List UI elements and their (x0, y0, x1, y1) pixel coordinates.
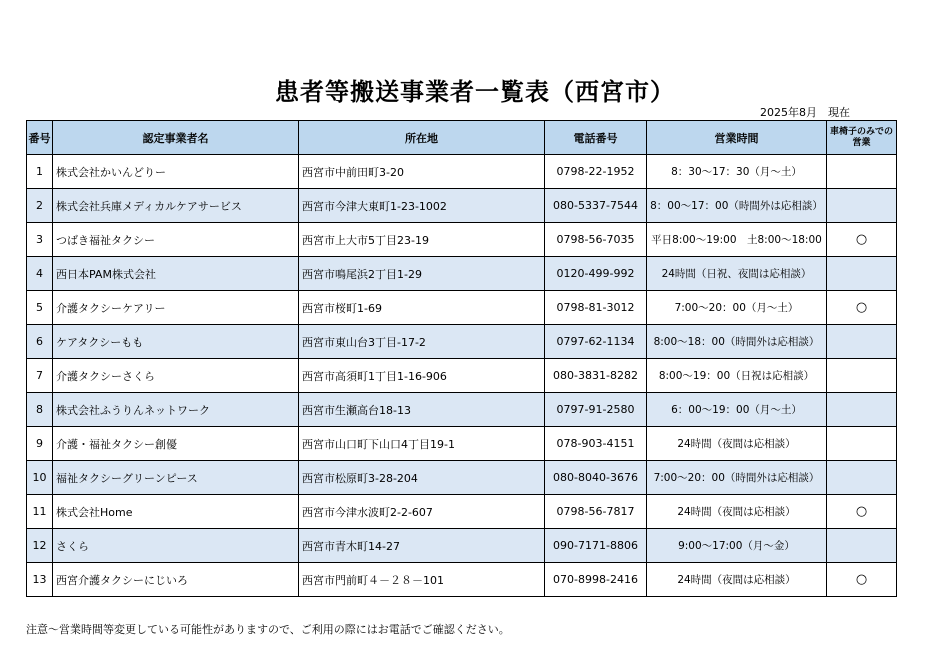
cell-no: 3 (27, 223, 53, 257)
cell-no: 6 (27, 325, 53, 359)
cell-hours: 24時間（日祝、夜間は応相談） (647, 257, 827, 291)
cell-no: 5 (27, 291, 53, 325)
as-of-date: 2025年8月 現在 (760, 106, 850, 119)
cell-hours: 8:00～19：00（日祝は応相談） (647, 359, 827, 393)
cell-no: 7 (27, 359, 53, 393)
cell-name: 株式会社ふうりんネットワーク (53, 393, 299, 427)
table-row (27, 359, 897, 393)
cell-name: 介護・福祉タクシー創優 (53, 427, 299, 461)
cell-address: 西宮市今津大東町1-23-1002 (299, 189, 545, 223)
header-no: 番号 (27, 121, 53, 155)
cell-phone: 0798-56-7817 (545, 495, 647, 529)
cell-phone: 0120-499-992 (545, 257, 647, 291)
cell-name: 福祉タクシーグリーンピース (53, 461, 299, 495)
header-name: 認定事業者名 (53, 121, 299, 155)
cell-name: 株式会社Home (53, 495, 299, 529)
cell-no: 12 (27, 529, 53, 563)
cell-no: 2 (27, 189, 53, 223)
table-row (27, 257, 897, 291)
table-row (27, 461, 897, 495)
cell-address: 西宮市生瀬高台18-13 (299, 393, 545, 427)
cell-address: 西宮市東山台3丁目-17-2 (299, 325, 545, 359)
cell-name: 株式会社兵庫メディカルケアサービス (53, 189, 299, 223)
cell-phone: 080-3831-8282 (545, 359, 647, 393)
cell-phone: 0798-22-1952 (545, 155, 647, 189)
cell-hours: 8：00～17：00（時間外は応相談） (647, 189, 827, 223)
cell-name: 介護タクシーさくら (53, 359, 299, 393)
cell-address: 西宮市桜町1-69 (299, 291, 545, 325)
cell-address: 西宮市青木町14-27 (299, 529, 545, 563)
cell-phone: 0798-56-7035 (545, 223, 647, 257)
table-row (27, 325, 897, 359)
cell-address: 西宮市高須町1丁目1-16-906 (299, 359, 545, 393)
cell-hours: 24時間（夜間は応相談） (647, 563, 827, 597)
cell-wheelchair (827, 155, 897, 189)
header-wheelchair: 車椅子のみでの営業 (827, 121, 897, 155)
cell-address: 西宮市山口町下山口4丁目19-1 (299, 427, 545, 461)
cell-wheelchair (827, 529, 897, 563)
cell-wheelchair (827, 257, 897, 291)
cell-name: さくら (53, 529, 299, 563)
cell-hours: 8:00～18：00（時間外は応相談） (647, 325, 827, 359)
cell-wheelchair (827, 393, 897, 427)
cell-hours: 24時間（夜間は応相談） (647, 427, 827, 461)
page-title: 患者等搬送事業者一覧表（西宮市） (275, 78, 675, 106)
footnote: 注意～営業時間等変更している可能性がありますので、ご利用の際にはお電話でご確認ください。 (26, 623, 510, 636)
cell-no: 4 (27, 257, 53, 291)
table-row (27, 529, 897, 563)
cell-name: 西宮介護タクシーにじいろ (53, 563, 299, 597)
cell-wheelchair (827, 189, 897, 223)
cell-hours: 6：00～19：00（月～土） (647, 393, 827, 427)
table-row (27, 393, 897, 427)
table-header-row (27, 121, 897, 155)
cell-wheelchair: ○ (827, 291, 897, 325)
cell-wheelchair: ○ (827, 495, 897, 529)
cell-wheelchair: ○ (827, 223, 897, 257)
header-address: 所在地 (299, 121, 545, 155)
cell-name: 介護タクシーケアリー (53, 291, 299, 325)
cell-wheelchair: ○ (827, 563, 897, 597)
cell-hours: 8：30～17：30（月～土） (647, 155, 827, 189)
table-row (27, 223, 897, 257)
cell-name: 西日本PAM株式会社 (53, 257, 299, 291)
cell-name: つばき福祉タクシー (53, 223, 299, 257)
cell-phone: 078-903-4151 (545, 427, 647, 461)
cell-no: 8 (27, 393, 53, 427)
cell-address: 西宮市門前町４－２８－101 (299, 563, 545, 597)
table-row (27, 155, 897, 189)
cell-no: 1 (27, 155, 53, 189)
cell-no: 10 (27, 461, 53, 495)
cell-phone: 070-8998-2416 (545, 563, 647, 597)
cell-phone: 080-8040-3676 (545, 461, 647, 495)
cell-address: 西宮市松原町3-28-204 (299, 461, 545, 495)
cell-no: 9 (27, 427, 53, 461)
cell-no: 11 (27, 495, 53, 529)
cell-phone: 0797-62-1134 (545, 325, 647, 359)
cell-name: ケアタクシーもも (53, 325, 299, 359)
table-row (27, 291, 897, 325)
cell-phone: 090-7171-8806 (545, 529, 647, 563)
cell-wheelchair (827, 427, 897, 461)
cell-address: 西宮市今津水波町2-2-607 (299, 495, 545, 529)
table-row (27, 495, 897, 529)
table-row (27, 189, 897, 223)
header-phone: 電話番号 (545, 121, 647, 155)
cell-hours: 平日8:00～19:00 土8:00～18:00 (647, 223, 827, 257)
cell-wheelchair (827, 461, 897, 495)
cell-address: 西宮市上大市5丁目23-19 (299, 223, 545, 257)
cell-hours: 7:00～20：00（時間外は応相談） (647, 461, 827, 495)
cell-phone: 080-5337-7544 (545, 189, 647, 223)
cell-phone: 0797-91-2580 (545, 393, 647, 427)
cell-hours: 24時間（夜間は応相談） (647, 495, 827, 529)
cell-address: 西宮市鳴尾浜2丁目1-29 (299, 257, 545, 291)
cell-wheelchair (827, 359, 897, 393)
header-hours: 営業時間 (647, 121, 827, 155)
table-row (27, 563, 897, 597)
cell-address: 西宮市中前田町3-20 (299, 155, 545, 189)
operators-table (26, 120, 897, 597)
table-row (27, 427, 897, 461)
cell-phone: 0798-81-3012 (545, 291, 647, 325)
cell-wheelchair (827, 325, 897, 359)
cell-name: 株式会社かいんどりー (53, 155, 299, 189)
cell-hours: 7:00～20：00（月～土） (647, 291, 827, 325)
cell-no: 13 (27, 563, 53, 597)
cell-hours: 9:00～17:00（月～金） (647, 529, 827, 563)
